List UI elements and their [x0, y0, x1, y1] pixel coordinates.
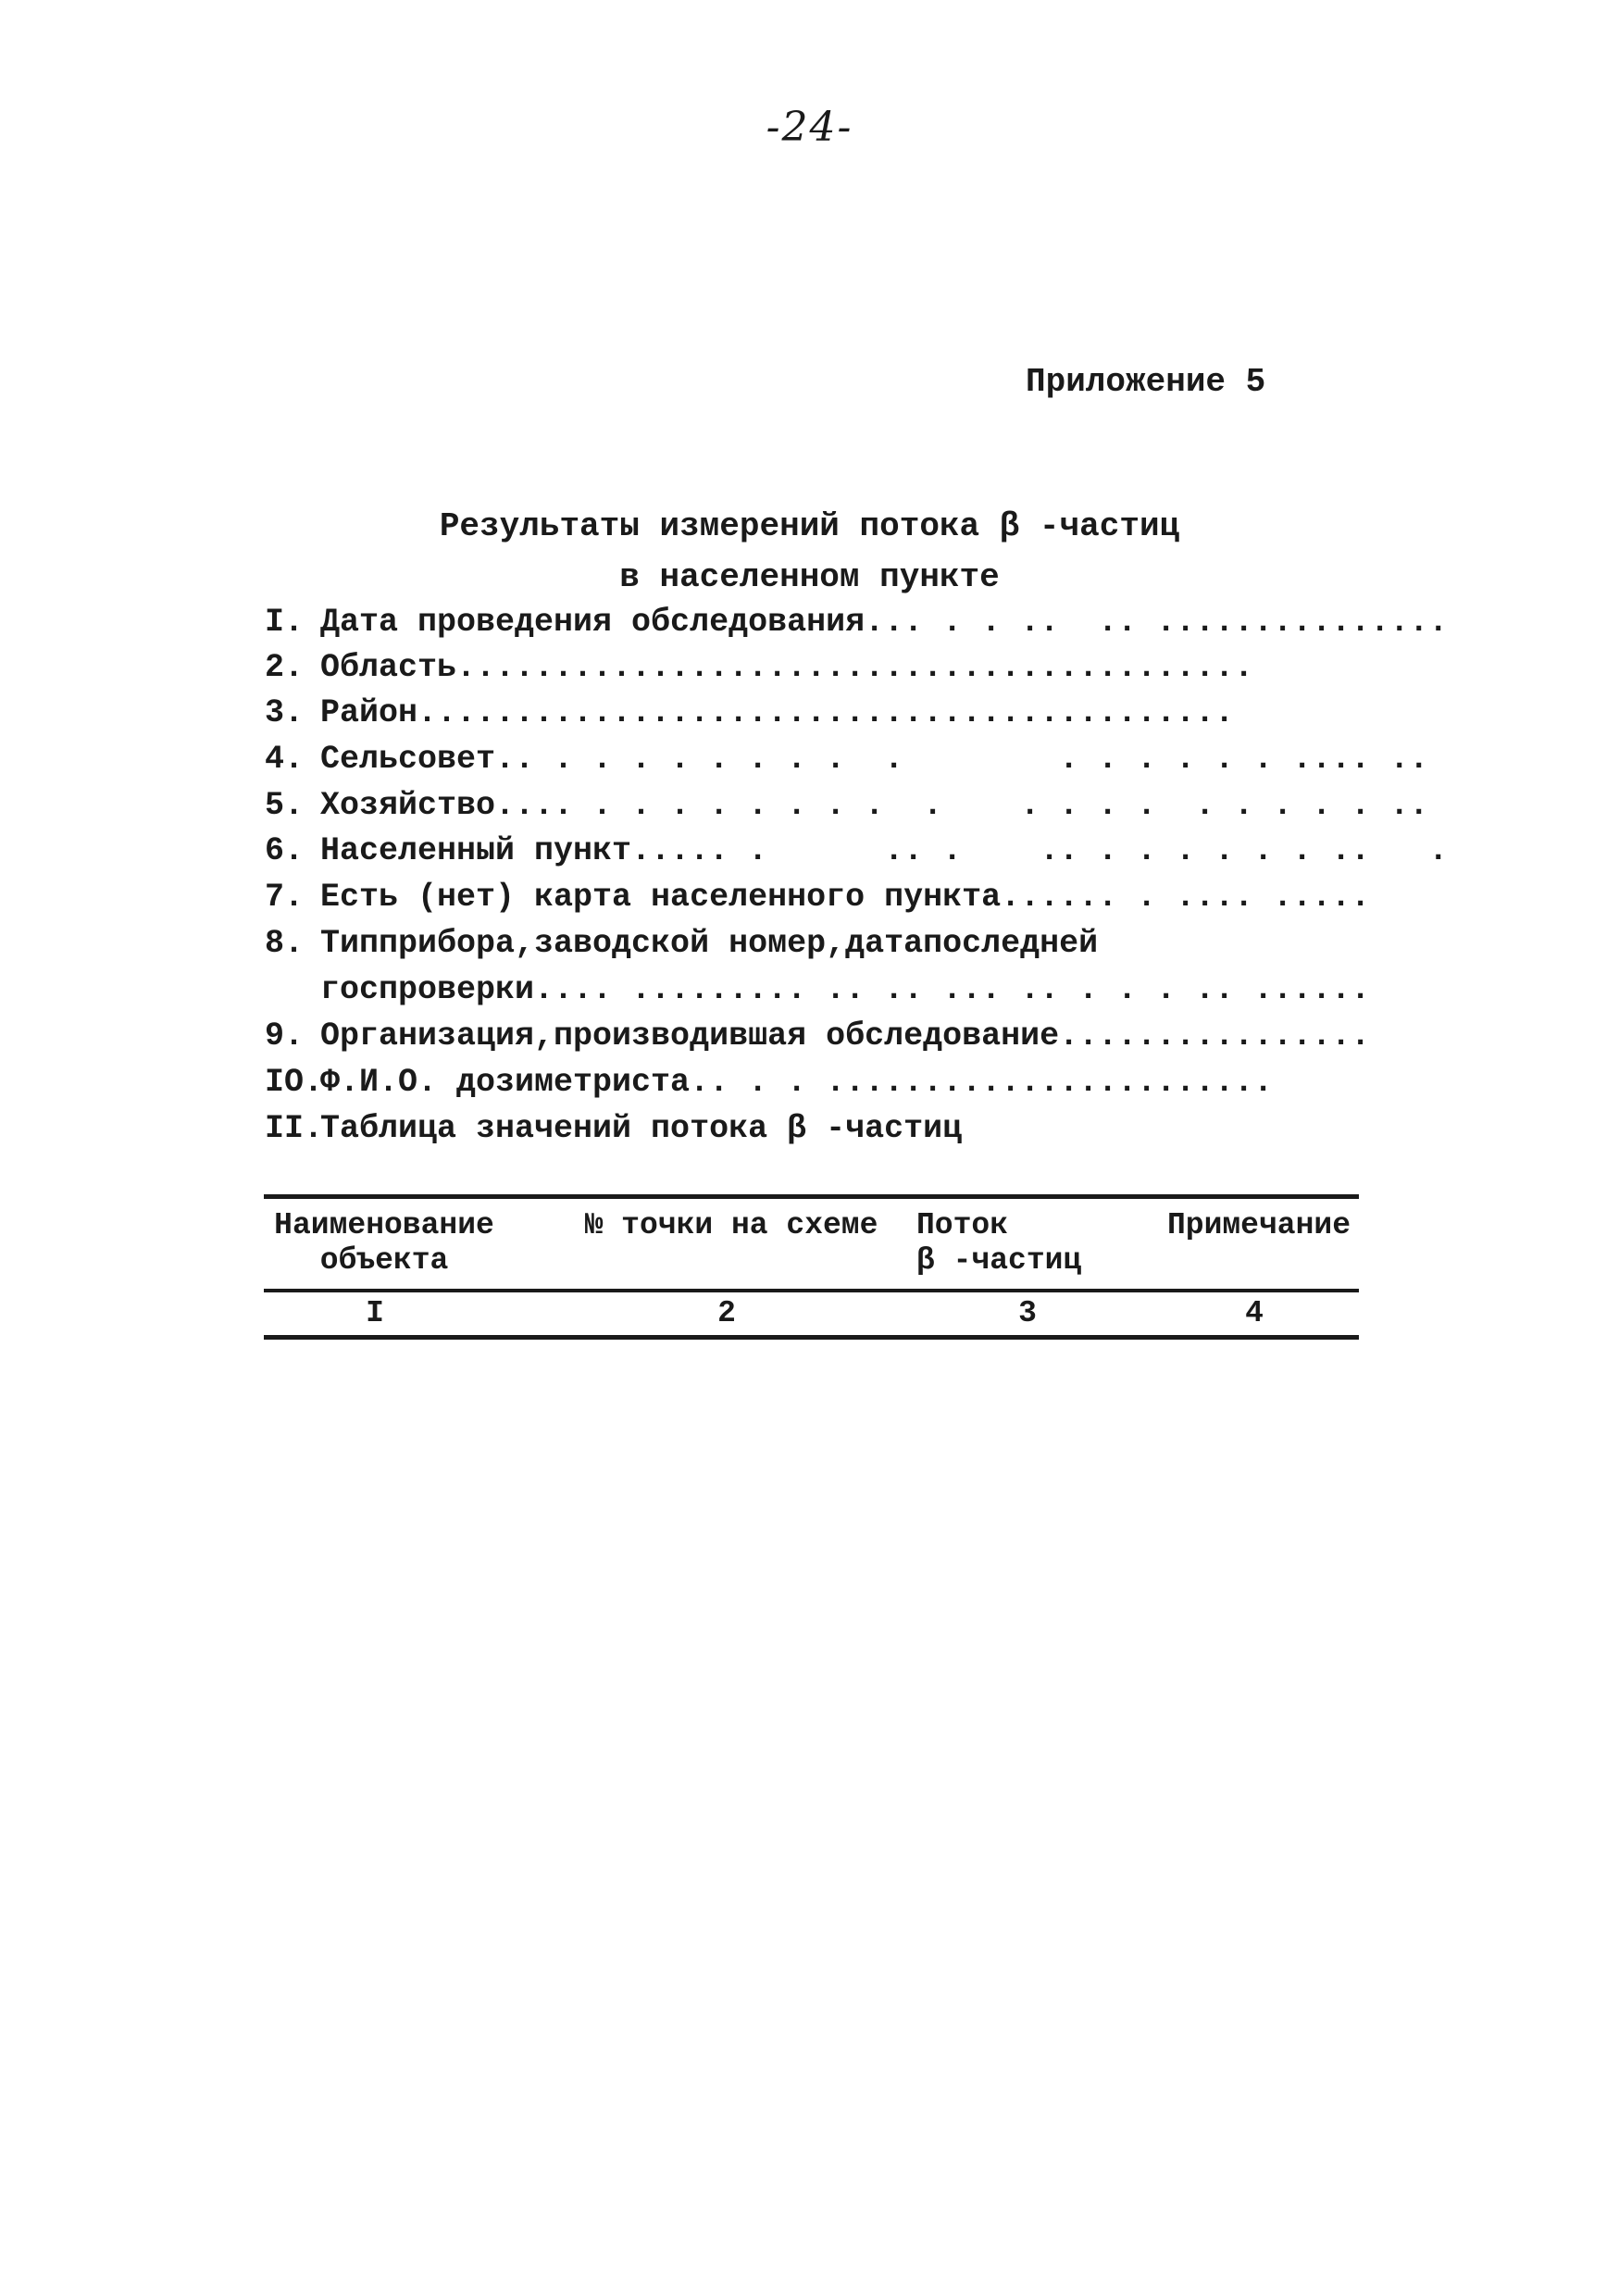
table-header-object-name: Наименование объекта [274, 1208, 494, 1278]
form-item [265, 829, 1448, 873]
table-top-rule [264, 1194, 1359, 1199]
table-header-note: Примечание [1166, 1208, 1351, 1242]
form-item [265, 783, 1428, 828]
item-number: 8. [265, 925, 305, 962]
item-text: Таблица значений потока β -частиц [320, 1110, 963, 1147]
form-item [265, 1014, 1370, 1058]
form-item [265, 875, 1370, 919]
form-item [265, 921, 1098, 966]
item-text: Ф.И.О. дозиметриста.. . . ....................... [320, 1064, 1274, 1101]
page-number: -24- [766, 104, 853, 151]
form-item [265, 737, 1428, 781]
form-item [265, 600, 1448, 644]
table-header-point-number: № точки на схеме [584, 1208, 878, 1242]
table-column-number: 3 [1018, 1296, 1037, 1330]
item-text: Есть (нет) карта населенного пункта...... . .... ..... [320, 879, 1371, 916]
form-item [265, 1060, 1273, 1104]
table-column-number: 4 [1245, 1296, 1264, 1330]
document-title-line-2: в населенном пункте [619, 558, 1000, 596]
appendix-label: Приложение 5 [1026, 363, 1266, 401]
item-text: Типприбора,заводской номер,датапоследней [320, 925, 1099, 962]
item-text: Область......................................... [320, 649, 1254, 686]
item-text: Организация,производившая обследование................ [320, 1017, 1371, 1054]
form-item [265, 967, 1370, 1012]
item-number: IO. [265, 1064, 324, 1101]
item-text: Населенный пункт..... . .. . .. . . . . . . .. . [320, 832, 1449, 869]
item-text: Хозяйство.... . . . . . . . . . . . . . . . . . . .. [320, 787, 1429, 824]
item-number: 4. [265, 741, 305, 778]
item-text: Дата проведения обследования... . . .. .. ............... [320, 604, 1449, 641]
table-bottom-rule [264, 1335, 1359, 1340]
item-number: 6. [265, 832, 305, 869]
item-number: 5. [265, 787, 305, 824]
table-column-number: 2 [717, 1296, 736, 1330]
form-item [265, 1106, 962, 1151]
item-number: II. [265, 1110, 324, 1147]
item-text: госпроверки.... ......... .. .. ... .. . . . .. ...... [320, 971, 1371, 1008]
item-number: 9. [265, 1017, 305, 1054]
document-title-line-1: Результаты измерений потока β -частиц [439, 507, 1180, 545]
form-item [265, 645, 1253, 690]
table-column-number: I [366, 1296, 384, 1330]
item-number: 3. [265, 694, 305, 731]
item-number: 7. [265, 879, 305, 916]
item-number: I. [265, 604, 305, 641]
form-item [265, 691, 1234, 735]
table-header-beta-flux: Поток β -частиц [916, 1208, 1082, 1278]
item-text: Район.......................................... [320, 694, 1235, 731]
item-text: Сельсовет.. . . . . . . . . . . . . . . . .... .. [320, 741, 1429, 778]
table-header-rule [264, 1289, 1359, 1292]
item-number: 2. [265, 649, 305, 686]
